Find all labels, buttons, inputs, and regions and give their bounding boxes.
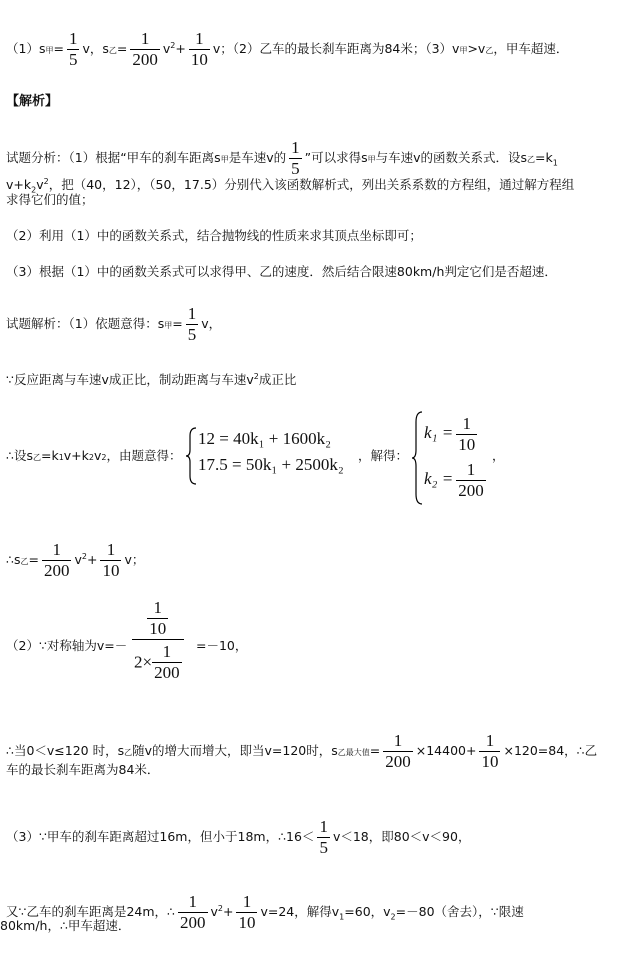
denominator: 5 [291,159,300,178]
numerator: 1 [52,540,61,559]
numerator: 1 [291,138,300,157]
subscript-1: 1 [58,453,64,462]
fraction-1-200 [152,642,182,683]
text: =k [40,448,59,463]
text: ∴设s [6,448,33,463]
text-v: v [162,41,171,56]
text-v-comma: v，s [82,41,109,56]
numerator: 1 [140,29,150,48]
numerator: 1 [195,29,204,48]
denominator: 10 [102,561,120,580]
answer-part1: （1）s [6,41,46,56]
text: ×120=84，∴乙 [503,743,598,758]
k2-label: k₂ = [424,469,454,488]
solution-line-2 [6,372,296,388]
text: 试题分析：（1）根据“甲车的刹车距离s [6,150,221,165]
solution-line-3 [6,408,182,463]
symmetry-result: =－10， [196,638,248,653]
text: ×14400+ [415,743,477,758]
text: ，把（40，12），（50，17.5）分别代入该函数解析式，列出关系系数的方程组，通过解方程组 [48,177,575,192]
denominator: 200 [458,480,484,500]
fraction-1-200 [178,892,208,933]
system-intro [6,448,182,463]
numerator: 1 [153,598,163,617]
numerator: 1 [68,29,78,48]
subscript-yi: 乙 [32,453,41,462]
fraction-1-200 [130,29,160,70]
text: ∴s [6,552,21,567]
analysis-line-4: （2）利用（1）中的函数关系式，结合抛物线的性质来求其顶点坐标即可； [6,228,422,243]
answer-end: ，甲车超速． [493,41,569,56]
fraction-1-10 [456,414,477,455]
numerator: 1 [319,817,328,836]
denominator: 200 [43,561,70,580]
text: v+k [6,177,32,192]
text: （2）∵对称轴为v=－ [6,638,128,653]
denominator: 10 [458,434,476,454]
text: 成正比 [258,372,297,387]
superscript-2: 2 [253,371,259,381]
text-gt: >v [467,41,486,56]
equals: = [53,41,64,56]
subscript-1: 1 [552,158,558,168]
subscript-1: 1 [339,912,345,922]
denominator: 5 [187,325,197,344]
subscript-yi: 乙 [485,46,494,55]
subscript-2: 2 [390,912,396,922]
fraction-1-200 [42,540,72,581]
fraction-1-10 [100,540,121,581]
text: v [210,904,218,919]
fraction-1-5 [67,29,80,70]
plus: + [223,904,234,919]
brace-icon [186,426,198,486]
subscript-2: 2 [88,453,94,462]
complex-fraction [132,598,184,683]
text: 与车速v的函数关系式．设s [375,150,528,165]
brace-icon [412,410,424,506]
k1-row [424,410,489,456]
text: ∴当0＜v≤120 时，s [6,743,125,758]
text: ”可以求得s [304,150,368,165]
solution-line-7: 车的最长刹车距离为84米． [6,762,160,777]
text: v＜18，即80＜v＜90， [332,829,471,844]
solution-line-1 [6,304,221,345]
plus: + [175,41,186,56]
denominator: 10 [149,619,167,638]
fraction-1-10 [479,731,500,772]
solve-label: ，解得： [358,448,409,463]
equals: = [116,41,128,56]
numerator: 1 [462,413,471,433]
denominator: 10 [481,752,499,771]
equals: = [172,316,183,331]
fraction-1-200 [456,460,486,501]
solution-line-10: 80km/h，∴甲车超速． [0,918,131,933]
outer-denominator [132,639,184,683]
superscript-2: 2 [217,903,223,913]
subscript-2: 2 [31,185,37,195]
subscript-jia: 甲 [164,321,173,330]
denominator: 200 [180,913,206,932]
numerator: 1 [162,642,172,661]
subscript-max: 乙最大值 [337,748,370,757]
answer-part2: v；（2）乙车的最长刹车距离为84米；（3）v [212,41,460,56]
equals: = [369,743,381,758]
analysis-line-2 [6,177,574,193]
denominator: 5 [319,838,328,857]
fraction-1-5 [186,304,199,345]
text: （3）∵甲车的刹车距离超过16m，但小于18m，∴16＜ [6,829,315,844]
numerator: 1 [106,540,116,559]
text: v=24，解得v [260,904,340,919]
subscript-yi: 乙 [527,155,536,164]
fraction-1-5 [289,138,302,179]
superscript-2: 2 [81,551,87,561]
subscript-yi: 乙 [124,748,133,757]
section-heading: 【解析】 [6,94,59,109]
text: 是车速v的 [228,150,287,165]
subscript-yi: 乙 [108,46,117,55]
superscript-2: 2 [43,176,49,186]
text: v， [201,316,222,331]
denominator: 5 [68,50,78,69]
fraction-1-10 [189,29,210,70]
numerator: 1 [485,731,495,750]
equals: = [28,552,39,567]
subscript-jia: 甲 [220,155,229,164]
text: =－80（舍去），∵限速 [395,904,524,919]
numerator: 1 [466,459,476,479]
solution-line-5 [6,638,127,654]
solution-system [412,410,502,506]
text: 又∵乙车的刹车距离是24m，∴ [6,904,175,919]
k2-row [424,456,489,502]
fraction-1-200 [383,731,413,772]
numerator: 1 [393,731,403,750]
text: =k [535,150,553,165]
text: ，由题意得： [106,448,182,463]
answer-line [6,29,568,70]
equation-1: 12 = 40k₁ + 1600k₂ [198,429,332,448]
numerator: 1 [187,304,197,323]
denominator: 10 [190,50,208,69]
analysis-line-1 [6,138,558,179]
denominator: 10 [238,913,256,932]
analysis-line-5: （3）根据（1）中的函数关系式可以求得甲、乙的速度．然后结合限速80km/h判定它们是否超速． [6,264,557,279]
text: 试题解析：（1）依题意得：s [6,316,165,331]
text: v [74,552,82,567]
comma: ， [492,448,505,463]
solution-line-4 [6,540,144,581]
fraction-1-5 [317,817,330,858]
text: =60，v [344,904,391,919]
fraction-1-10 [236,892,257,933]
text: v [94,448,102,463]
numerator: 1 [188,892,197,911]
text: v [36,177,44,192]
subscript-jia: 甲 [367,155,376,164]
equation-system [186,426,356,486]
denominator: 200 [132,50,158,69]
denominator: 200 [385,752,411,771]
subscript-yi: 乙 [20,557,29,566]
equation-2: 17.5 = 50k₁ + 2500k₂ [198,455,344,474]
analysis-line-3: 求得它们的值； [6,192,94,207]
plus: + [86,552,98,567]
text: 随v的增大而增大，即当v=120时，s [132,743,338,758]
subscript-jia: 甲 [45,46,54,55]
text: v； [124,552,145,567]
times-text: 2× [134,652,153,672]
text: ∵反应距离与车速v成正比，制动距离与车速v [6,372,254,387]
superscript-2: 2 [170,40,176,50]
numerator: 1 [242,892,252,911]
fraction-1-10 [147,598,168,639]
text: v+k [63,448,89,463]
k1-label: k₁ = [424,423,454,442]
subscript-jia: 甲 [459,46,468,55]
denominator: 200 [154,663,180,682]
solution-line-8 [6,817,470,858]
superscript-2: 2 [101,453,107,462]
outer-numerator [132,598,184,639]
